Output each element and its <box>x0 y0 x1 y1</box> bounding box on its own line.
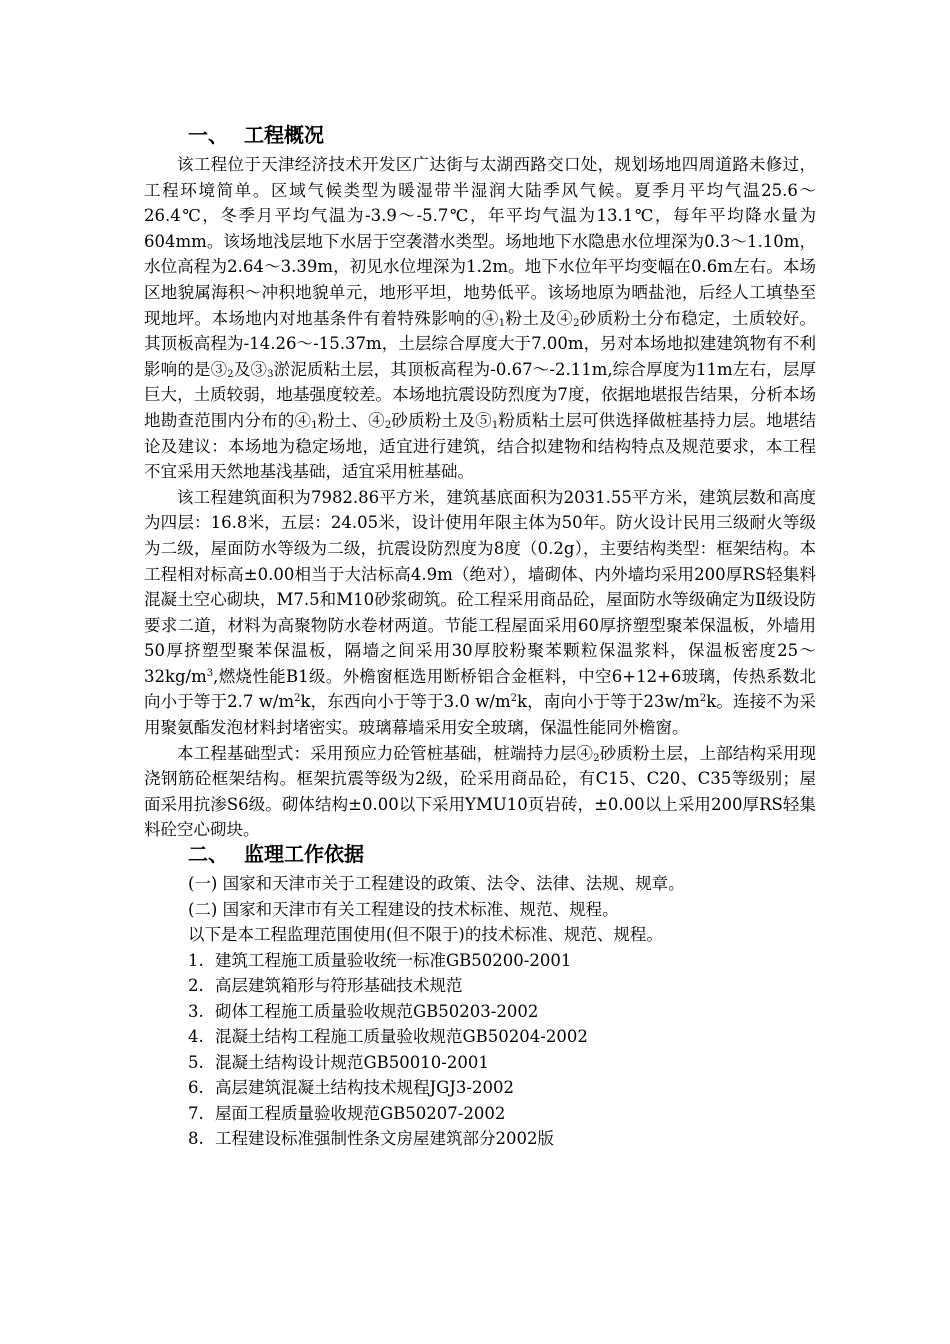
list-item: 8. 工程建设标准强制性条文房屋建筑部分2002版 <box>188 1129 554 1149</box>
paragraph-foundation: 本工程基础型式：采用预应力砼管桩基础，桩端持力层$④_2$砂质粉土层，上部结构采用现浇钢筋砼框架结构。框架抗震等级为2级，砼采用商品砼，有C15、C20、C35等级别；屋面采用抗渗S6级。砌体结构±0.00以下采用YMU10页岩砖，±0.00以上采用200厚RS轻集料砼空心砌块。 <box>144 743 817 840</box>
section-title: 工程概况 <box>244 123 324 147</box>
list-item: 6. 高层建筑混凝土结构技术规程JGJ3-2002 <box>188 1078 514 1098</box>
standards-intro: 以下是本工程监理范围使用(但不限于)的技术标准、规范、规程。 <box>188 925 663 945</box>
list-item: 4. 混凝土结构工程施工质量验收规范GB50204-2002 <box>188 1027 588 1047</box>
section-title: 监理工作依据 <box>244 842 364 867</box>
section-number: 一、 <box>188 123 228 147</box>
list-item: 5. 混凝土结构设计规范GB50010-2001 <box>188 1052 489 1072</box>
section-number: 二、 <box>188 842 228 867</box>
section-heading-overview <box>188 118 816 152</box>
document-content <box>144 118 816 1152</box>
paragraph-site-conditions: 该工程位于天津经济技术开发区广达街与太湖西路交口处，规划场地四周道路未修过，工程环境简单。区域气候类型为暖湿带半湿润大陆季风气候。夏季月平均气温25.6～26.4℃，冬季月平均气温为-3.9～-5.7℃，年平均气温为13.1℃，每年平均降水量为604mm。该场地浅层地下水居于空袭潜水类型。场地地下水隐患水位埋深为0.3～1.10m，水位高程为2.64～3.39m，初见水位埋深为1.2m。地下水位年平均变幅在0.6m左右。本场区地貌属海积～冲积地貌单元，地形平坦，地势低平。该场地原为晒盐池，后经人工填垫至现地坪。本场地内对地基条件有着特殊影响的$④_1$粉土及$④_2$砂质粉土分布稳定，土质较好。其顶板高程为-14.26～-15.37m，土层综合厚度大于7.00m，另对本场地拟建建筑物有不利影响的是$③_2$及$③_3$淤泥质粘土层，其顶板高程为-0.67～-2.11m,综合厚度为11m左右，层厚巨大，土质较弱，地基强度较差。本场地抗震设防烈度为7度，依据地堪报告结果，分析本场地勘查范围内分布的$④_1$粉土、$④_2$砂质粉土及$⑤_1$粉质粘土层可供选择做桩基持力层。地堪结论及建议：本场地为稳定场地，适宜进行建筑，结合拟建物和结构特点及规范要求，本工程不宜采用天然地基浅基础，适宜采用桩基础。 <box>144 155 817 482</box>
basis-item-standards: (二) 国家和天津市有关工程建设的技术标准、规范、规程。 <box>188 899 619 919</box>
list-item: 1. 建筑工程施工质量验收统一标准GB50200-2001 <box>188 950 572 970</box>
section-heading-basis <box>188 837 816 871</box>
list-item: 3. 砌体工程施工质量验收规范GB50203-2002 <box>188 1001 539 1021</box>
basis-item-policies: (一) 国家和天津市关于工程建设的政策、法令、法律、法规、规章。 <box>188 874 685 894</box>
list-item: 2. 高层建筑箱形与符形基础技术规范 <box>188 976 463 996</box>
list-item: 7. 屋面工程质量验收规范GB50207-2002 <box>188 1103 506 1123</box>
paragraph-building-specs: 该工程建筑面积为7982.86平方米，建筑基底面积为2031.55平方米，建筑层数和高度为四层：16.8米，五层：24.05米，设计使用年限主体为50年。防火设计民用三级耐火等级为二级，屋面防水等级为二级，抗震设防烈度为8度（0.2g），主要结构类型：框架结构。本工程相对标高±0.00相当于大沽标高4.9m（绝对），墙砌体、内外墙均采用200厚RS轻集料混凝土空心砌块，M7.5和M10砂浆砌筑。砼工程采用商品砼，屋面防水等级确定为Ⅱ级设防要求二道，材料为高聚物防水卷材两道。节能工程屋面采用60厚挤塑型聚苯保温板，外墙用50厚挤塑型聚苯保温板，隔墙之间采用30厚胶粉聚苯颗粒保温浆料，保温板密度$25\sim 32kg/m^3$,燃烧性能B1级。外檐窗框选用断桥铝合金框料，中空6+12+6玻璃，传热系数北向小于等于2.7 $w/m^2k$，东西向小于等于3.0 $w/m^2k$，南向小于等于$23w/m^2k$。连接不为采用聚氨酯发泡材料封堵密实。玻璃幕墙采用安全玻璃，保温性能同外檐窗。 <box>144 487 817 738</box>
standards-list <box>144 948 816 1152</box>
